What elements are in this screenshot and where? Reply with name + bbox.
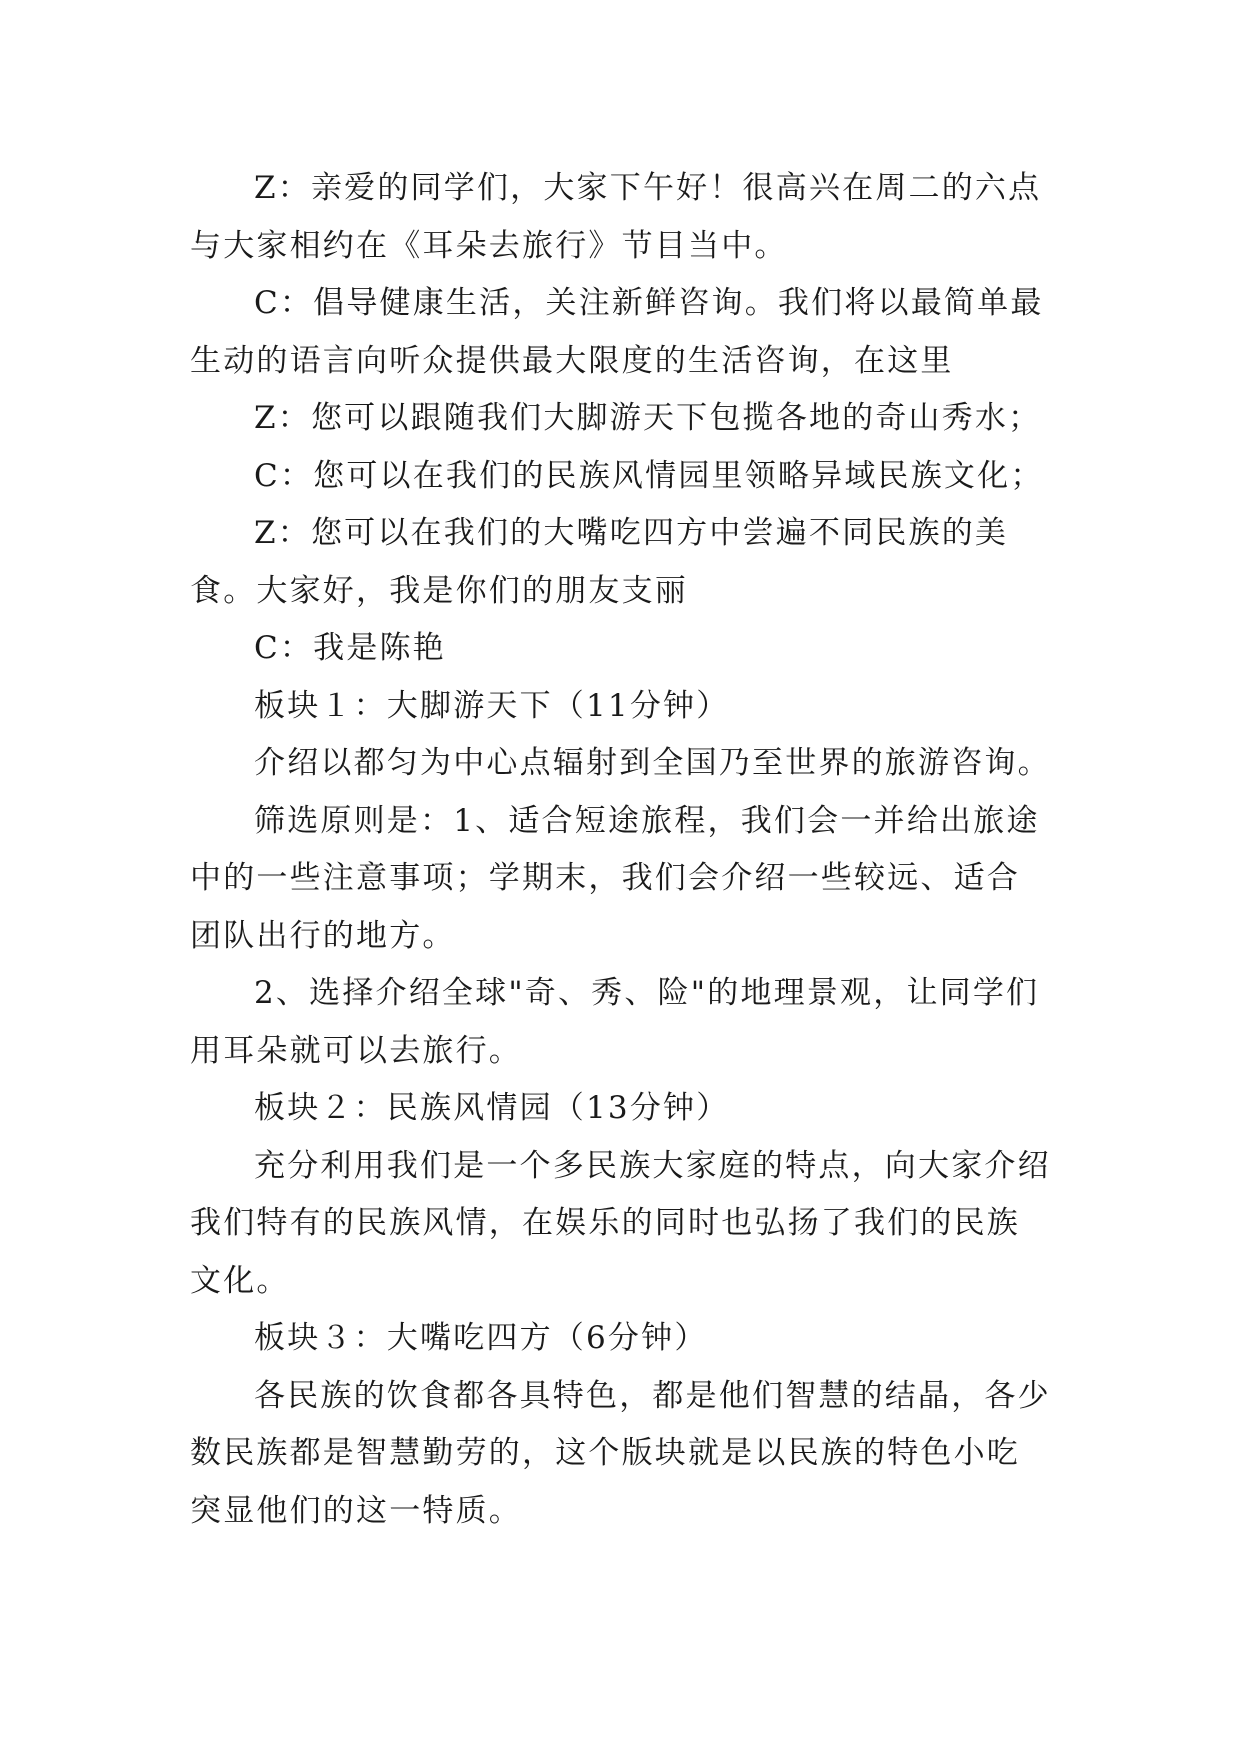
paragraph-section-2-body: 充分利用我们是一个多民族大家庭的特点，向大家介绍我们特有的民族风情，在娱乐的同时也弘扬了我们的民族文化。	[190, 1147, 1051, 1299]
paragraph-section-3-body: 各民族的饮食都各具特色，都是他们智慧的结晶，各少数民族都是智慧勤劳的，这个版块就是以民族的特色小吃突显他们的这一特质。	[190, 1377, 1051, 1529]
paragraph-program-intro: C：倡导健康生活，关注新鲜咨询。我们将以最简单最生动的语言向听众提供最大限度的生活咨询，在这里	[190, 285, 1044, 379]
paragraph-culture-line: C：您可以在我们的民族风情园里领略异域民族文化；	[254, 457, 1044, 494]
paragraph-food-line: Z：您可以在我们的大嘴吃四方中尝遍不同民族的美食。大家好，我是你们的朋友支丽	[190, 515, 1009, 609]
section-heading-3: 板块３：大嘴吃四方（6分钟）	[254, 1320, 708, 1356]
paragraph-section-1-intro: 介绍以都匀为中心点辐射到全国乃至世界的旅游咨询。	[254, 745, 1051, 781]
paragraph-section-1-rule-2: 2、选择介绍全球"奇、秀、险"的地理景观，让同学们用耳朵就可以去旅行。	[190, 975, 1040, 1069]
paragraph-host-intro: C：我是陈艳	[254, 630, 446, 666]
paragraph-travel-line: Z：您可以跟随我们大脚游天下包揽各地的奇山秀水；	[254, 400, 1042, 436]
document-body	[190, 160, 1052, 1540]
paragraph-section-1-rule-1: 筛选原则是：1、适合短途旅程，我们会一并给出旅途中的一些注意事项；学期末，我们会介绍一些较远、适合团队出行的地方。	[190, 802, 1040, 954]
section-heading-1: 板块１：大脚游天下（11分钟）	[254, 687, 730, 724]
paragraph-opening-greeting: Z：亲爱的同学们，大家下午好！很高兴在周二的六点与大家相约在《耳朵去旅行》节目当中。	[190, 170, 1042, 264]
section-heading-2: 板块２：民族风情园（13分钟）	[254, 1090, 730, 1126]
